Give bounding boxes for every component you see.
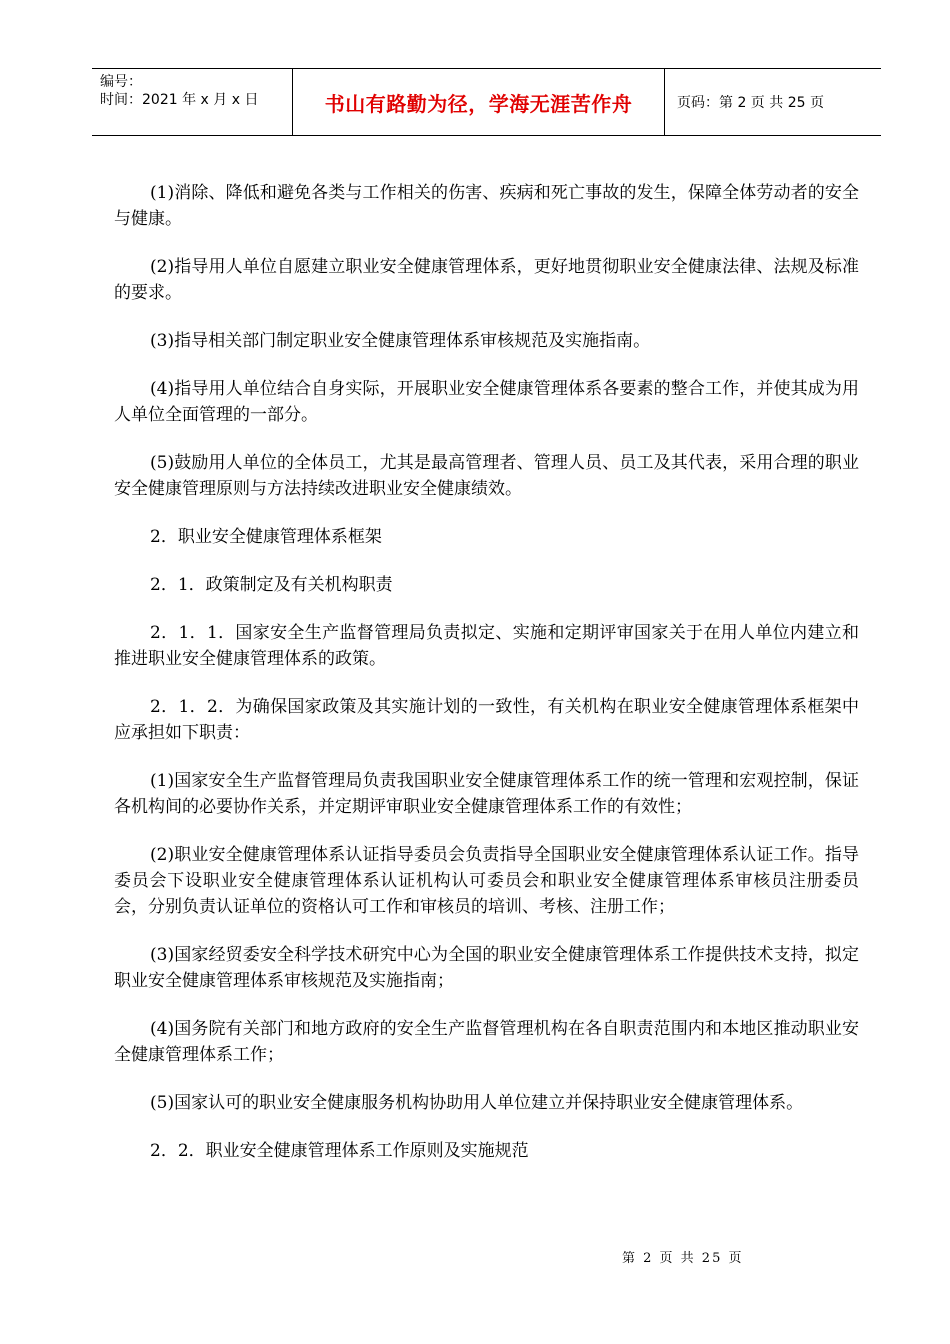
paragraph: 2．1．2．为确保国家政策及其实施计划的一致性，有关机构在职业安全健康管理体系框架中应承担如下职责： <box>114 697 859 743</box>
subsection-heading: 2．1．政策制定及有关机构职责 <box>150 575 393 595</box>
header-page-info: 页码：第 2 页 共 25 页 <box>677 95 824 111</box>
paragraph: (3)国家经贸委安全科学技术研究中心为全国的职业安全健康管理体系工作提供技术支持，拟定职业安全健康管理体系审核规范及实施指南； <box>114 945 859 991</box>
page-header <box>92 68 881 136</box>
section-heading: 2．职业安全健康管理体系框架 <box>150 527 382 547</box>
subsection-heading: 2．2．职业安全健康管理体系工作原则及实施规范 <box>150 1141 529 1161</box>
paragraph: (4)国务院有关部门和地方政府的安全生产监督管理机构在各自职责范围内和本地区推动职业安全健康管理体系工作； <box>114 1019 859 1065</box>
document-body <box>114 180 859 1186</box>
paragraph: (5)鼓励用人单位的全体员工，尤其是最高管理者、管理人员、员工及其代表，采用合理的职业安全健康管理原则与方法持续改进职业安全健康绩效。 <box>114 453 859 499</box>
page-footer: 第 2 页 共 25 页 <box>622 1251 744 1266</box>
document-number-label: 编号： <box>100 74 142 90</box>
paragraph: (1)国家安全生产监督管理局负责我国职业安全健康管理体系工作的统一管理和宏观控制，保证各机构间的必要协作关系，并定期评审职业安全健康管理体系工作的有效性； <box>114 771 859 817</box>
header-meta <box>92 69 293 135</box>
document-date: 时间：2021 年 x 月 x 日 <box>100 92 259 108</box>
paragraph: (2)职业安全健康管理体系认证指导委员会负责指导全国职业安全健康管理体系认证工作。指导委员会下设职业安全健康管理体系认证机构认可委员会和职业安全健康管理体系审核员注册委员会，分别负责认证单位的资格认可工作和审核员的培训、考核、注册工作； <box>114 845 859 917</box>
paragraph: (3)指导相关部门制定职业安全健康管理体系审核规范及实施指南。 <box>150 331 651 351</box>
paragraph: (1)消除、降低和避免各类与工作相关的伤害、疾病和死亡事故的发生，保障全体劳动者的安全与健康。 <box>114 183 859 229</box>
paragraph: (2)指导用人单位自愿建立职业安全健康管理体系，更好地贯彻职业安全健康法律、法规及标准的要求。 <box>114 257 859 303</box>
paragraph: 2．1．1．国家安全生产监督管理局负责拟定、实施和定期评审国家关于在用人单位内建立和推进职业安全健康管理体系的政策。 <box>114 623 859 669</box>
paragraph: (4)指导用人单位结合自身实际，开展职业安全健康管理体系各要素的整合工作，并使其成为用人单位全面管理的一部分。 <box>114 379 859 425</box>
paragraph: (5)国家认可的职业安全健康服务机构协助用人单位建立并保持职业安全健康管理体系。 <box>150 1093 804 1113</box>
header-motto: 书山有路勤为径，学海无涯苦作舟 <box>293 69 665 135</box>
